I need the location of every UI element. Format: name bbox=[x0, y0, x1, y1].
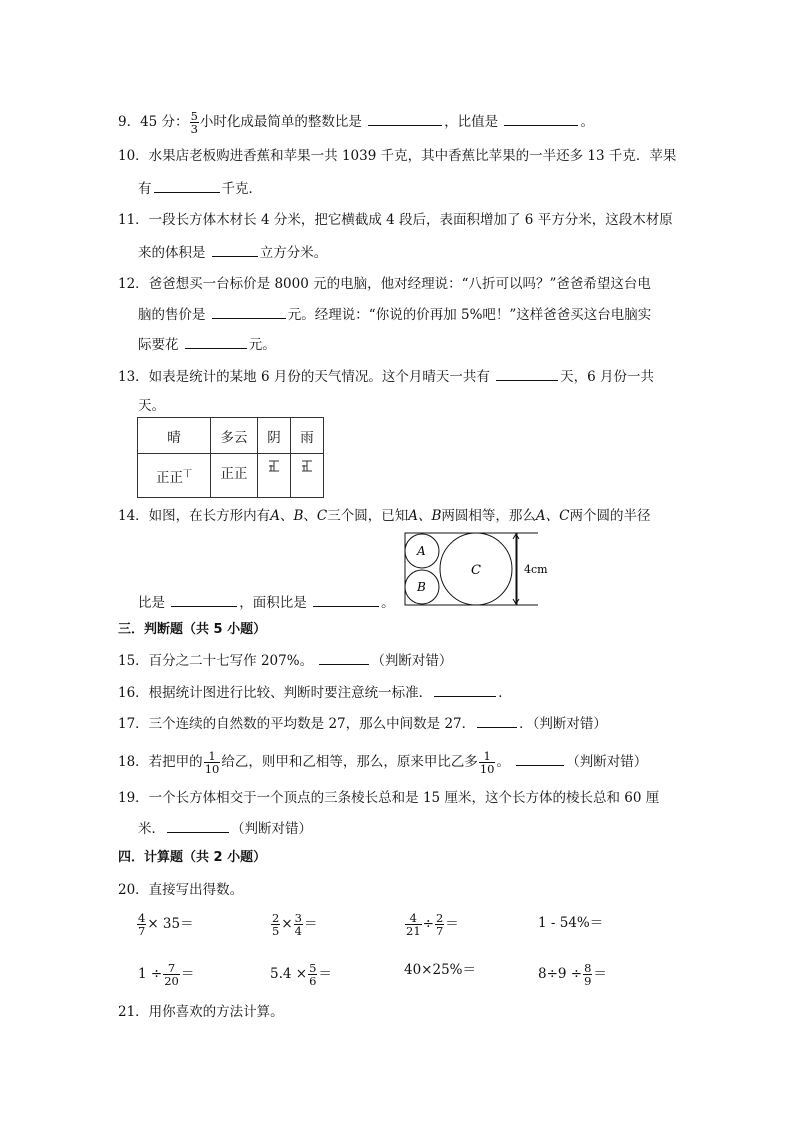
table-cell bbox=[258, 454, 291, 498]
q10-line1: 10．水果店老板购进香蕉和苹果一共 1039 千克，其中香蕉比苹果的一半还多 13 千克．苹果 bbox=[118, 148, 677, 164]
table-cell bbox=[291, 454, 324, 498]
q11-line1: 11．一段长方体木材长 4 分米，把它横截成 4 段后，表面积增加了 6 平方分米，这段木材原 bbox=[118, 212, 673, 228]
section-title-judgement: 三．判断题（共 5 小题） bbox=[118, 622, 267, 637]
expr-4: 1 - 54%＝ bbox=[538, 915, 604, 931]
answer-blank[interactable] bbox=[434, 682, 496, 697]
q20-title: 20．直接写出得数。 bbox=[118, 882, 244, 898]
expr-6: 5.4 × $\frac{5}{6}$ ＝ bbox=[270, 961, 332, 988]
q12-line2: 脑的售价是 元。经理说：“你说的价再加 5%吧！”这样爸爸买这台电脑实 bbox=[138, 304, 651, 325]
expr-2: $\frac{2}{5}$ × $\frac{3}{4}$ ＝ bbox=[272, 911, 318, 938]
fraction: $\frac{5}{3}$ bbox=[190, 109, 198, 136]
q13-line2: 天。 bbox=[138, 398, 165, 414]
label-a: A bbox=[417, 544, 426, 558]
answer-blank[interactable] bbox=[154, 178, 220, 193]
q14-line2: 比是 ，面积比是 。 bbox=[138, 592, 395, 613]
answer-blank[interactable] bbox=[319, 650, 369, 665]
table-header: 晴 bbox=[138, 418, 211, 454]
answer-blank[interactable] bbox=[212, 242, 258, 257]
answer-blank[interactable] bbox=[516, 751, 564, 766]
q12-line1: 12．爸爸想买一台标价是 8000 元的电脑，他对经理说：“八折可以吗？”爸爸希望这台电 bbox=[118, 276, 651, 292]
section-title-calc: 四．计算题（共 2 小题） bbox=[118, 850, 267, 865]
q15: 15．百分之二十七写作 207%。 （判断对错） bbox=[118, 650, 452, 671]
answer-blank[interactable] bbox=[212, 304, 286, 319]
table-header: 雨 bbox=[291, 418, 324, 454]
weather-table bbox=[137, 417, 324, 498]
table-header: 多云 bbox=[211, 418, 258, 454]
q17: 17．三个连续的自然数的平均数是 27，那么中间数是 27． ．（判断对错） bbox=[118, 713, 607, 734]
table-cell: 正正 bbox=[211, 454, 258, 498]
expr-3: $\frac{4}{21}$ ÷ $\frac{2}{7}$ ＝ bbox=[406, 911, 459, 938]
q14-line1: 14．如图，在长方形内有A、B、C三个圆，已知A、B两圆相等，那么A、C两个圆的半径 bbox=[118, 508, 651, 524]
answer-blank[interactable] bbox=[477, 713, 517, 728]
answer-blank[interactable] bbox=[496, 366, 558, 381]
q19-line1: 19．一个长方体相交于一个顶点的三条棱长总和是 15 厘米，这个长方体的棱长总和 60 厘 bbox=[118, 790, 660, 806]
q10-line2: 有 千克． bbox=[138, 178, 262, 199]
fraction: $\frac{1}{10}$ bbox=[204, 749, 220, 776]
label-b: B bbox=[417, 580, 426, 594]
q21: 21．用你喜欢的方法计算。 bbox=[118, 1004, 284, 1020]
q13-line1: 13．如表是统计的某地 6 月份的天气情况。这个月晴天一共有 天，6 月份一共 bbox=[118, 366, 654, 387]
q16: 16．根据统计图进行比较、判断时要注意统一标准． ． bbox=[118, 682, 512, 703]
expr-7: 40×25%＝ bbox=[404, 962, 476, 978]
answer-blank[interactable] bbox=[368, 111, 442, 126]
table-header: 阴 bbox=[258, 418, 291, 454]
answer-blank[interactable] bbox=[504, 111, 578, 126]
q9: 9．45 分： $\frac{5}{3}$ 小时化成最简单的整数比是 ，比值是 。 bbox=[118, 109, 594, 136]
answer-blank[interactable] bbox=[171, 592, 237, 607]
q19-line2: 米． （判断对错） bbox=[138, 818, 312, 839]
q11-line2: 来的体积是 立方分米。 bbox=[138, 242, 327, 263]
answer-blank[interactable] bbox=[313, 592, 379, 607]
tally-mark bbox=[301, 460, 313, 472]
expr-1: $\frac{4}{7}$ × 35＝ bbox=[138, 911, 194, 938]
circles-figure bbox=[400, 530, 548, 608]
expr-8: 8÷9 ÷ $\frac{8}{9}$ ＝ bbox=[538, 961, 607, 988]
q18: 18．若把甲的 $\frac{1}{10}$ 给乙，则甲和乙相等，那么，原来甲比乙多 $\frac{1}{10}$ 。 （判断对错） bbox=[118, 749, 648, 776]
tally-mark bbox=[268, 460, 280, 472]
table-cell: 正正$^丅$ bbox=[138, 454, 211, 498]
answer-blank[interactable] bbox=[167, 818, 229, 833]
label-c: C bbox=[471, 563, 481, 578]
dim-label: 4cm bbox=[524, 563, 548, 576]
fraction: $\frac{1}{10}$ bbox=[479, 749, 495, 776]
answer-blank[interactable] bbox=[185, 334, 247, 349]
q12-line3: 际要花 元。 bbox=[138, 334, 276, 355]
expr-5: 1 ÷ $\frac{7}{20}$ ＝ bbox=[138, 961, 195, 988]
